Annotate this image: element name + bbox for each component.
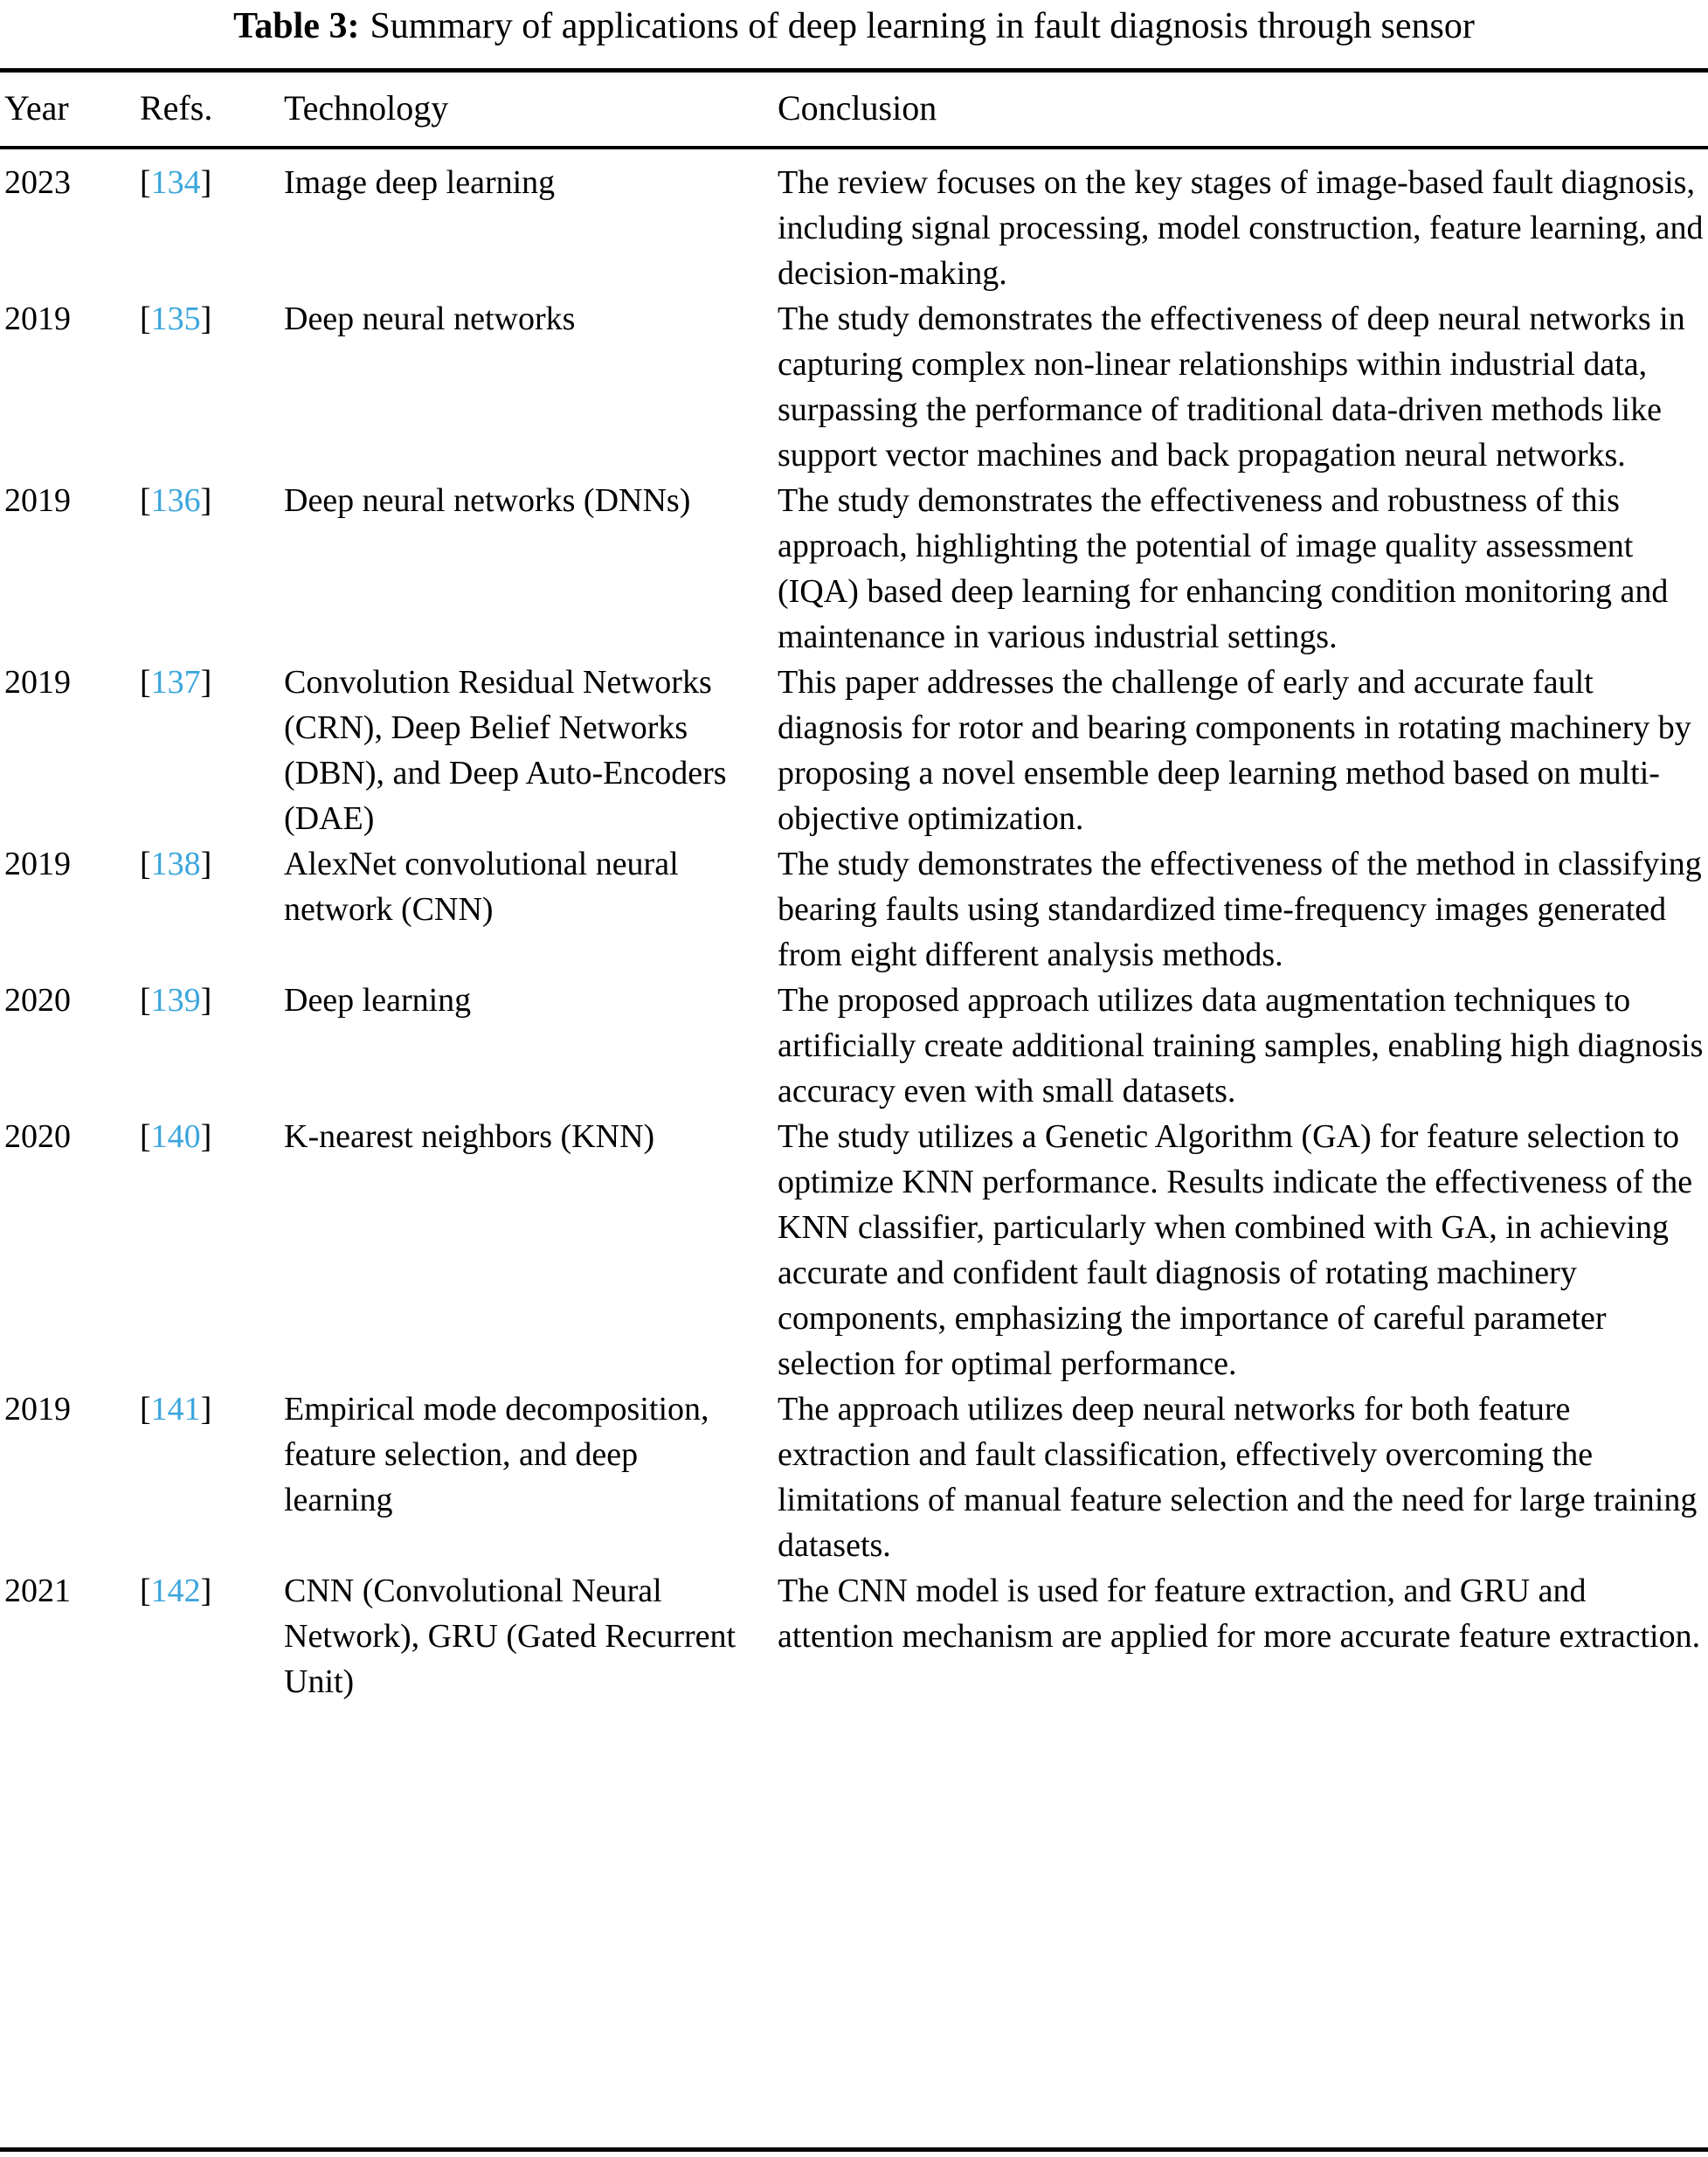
ref-open-bracket: [ [140, 1573, 151, 1609]
ref-citation-link[interactable]: 137 [150, 664, 201, 701]
ref-cell [140, 296, 284, 342]
ref-open-bracket: [ [140, 482, 151, 519]
ref-citation-link[interactable]: 142 [150, 1573, 201, 1609]
ref-close-bracket: ] [200, 664, 212, 701]
ref-open-bracket: [ [140, 301, 151, 337]
technology-cell: Convolution Residual Networks (CRN), Deep Belief Networks (DBN), and Deep Auto-Encoders (DAE) [284, 664, 727, 837]
ref-citation-link[interactable]: 134 [150, 164, 201, 201]
year-cell: 2023 [4, 164, 71, 201]
ref-open-bracket: [ [140, 664, 151, 701]
conclusion-cell: The review focuses on the key stages of image-based fault diagnosis, including signal processing, model construction, feature learning, and decision-making. [778, 164, 1704, 292]
table-row [0, 1114, 1708, 1386]
year-cell: 2019 [4, 301, 71, 337]
table-row [0, 478, 1708, 660]
ref-cell [140, 1114, 284, 1159]
ref-close-bracket: ] [200, 482, 212, 519]
year-cell: 2019 [4, 846, 71, 882]
conclusion-cell: The study demonstrates the effectiveness and robustness of this approach, highlighting the potential of image quality assessment (IQA) based deep learning for enhancing condition monitoring and maintenance in various industrial settings. [778, 482, 1669, 655]
year-cell: 2020 [4, 1118, 71, 1155]
table-row [0, 660, 1708, 841]
conclusion-cell: The proposed approach utilizes data augmentation techniques to artificially create additional training samples, enabling high diagnosis accuracy even with small datasets. [778, 982, 1704, 1110]
table-caption-label: Table 3: [233, 6, 360, 46]
ref-cell [140, 1568, 284, 1614]
ref-citation-link[interactable]: 140 [150, 1118, 201, 1155]
column-header-year: Year [4, 88, 69, 128]
conclusion-cell: The study demonstrates the effectiveness of the method in classifying bearing faults using standardized time-frequency images generated from eight different analysis methods. [778, 846, 1702, 973]
year-cell: 2021 [4, 1573, 71, 1609]
column-header-refs: Refs. [140, 88, 213, 128]
ref-close-bracket: ] [200, 1118, 212, 1155]
technology-cell: Deep learning [284, 982, 472, 1019]
ref-open-bracket: [ [140, 1391, 151, 1428]
conclusion-cell: The approach utilizes deep neural networks for both feature extraction and fault classification, effectively overcoming the limitations of manual feature selection and the need for large training datasets. [778, 1391, 1698, 1564]
ref-cell [140, 478, 284, 523]
year-cell: 2019 [4, 482, 71, 519]
year-cell: 2020 [4, 982, 71, 1019]
ref-close-bracket: ] [200, 1573, 212, 1609]
table-row [0, 841, 1708, 978]
technology-cell: Empirical mode decomposition, feature selection, and deep learning [284, 1391, 709, 1518]
ref-close-bracket: ] [200, 1391, 212, 1428]
technology-cell: AlexNet convolutional neural network (CNN) [284, 846, 679, 928]
technology-cell: CNN (Convolutional Neural Network), GRU (Gated Recurrent Unit) [284, 1573, 736, 1700]
table-row [0, 1386, 1708, 1568]
ref-open-bracket: [ [140, 164, 151, 201]
ref-open-bracket: [ [140, 982, 151, 1019]
table-row [0, 978, 1708, 1114]
table-row [0, 296, 1708, 478]
conclusion-cell: This paper addresses the challenge of early and accurate fault diagnosis for rotor and bearing components in rotating machinery by proposing a novel ensemble deep learning method based on multi-objective optimization. [778, 664, 1691, 837]
year-cell: 2019 [4, 664, 71, 701]
technology-cell: Image deep learning [284, 164, 556, 201]
table-row [0, 1568, 1708, 1704]
year-cell: 2019 [4, 1391, 71, 1428]
conclusion-cell: The study demonstrates the effectiveness of deep neural networks in capturing complex non-linear relationships within industrial data, surpassing the performance of traditional data-driven methods like support vector machines and back propagation neural networks. [778, 301, 1685, 474]
table-body [0, 149, 1708, 2152]
ref-cell [140, 660, 284, 705]
table-row [0, 160, 1708, 296]
ref-open-bracket: [ [140, 1118, 151, 1155]
column-header-conclusion: Conclusion [778, 88, 937, 128]
table-caption-text: Summary of applications of deep learning in fault diagnosis through sensor [370, 6, 1475, 46]
ref-cell [140, 978, 284, 1023]
ref-cell [140, 160, 284, 205]
technology-cell: Deep neural networks [284, 301, 576, 337]
ref-open-bracket: [ [140, 846, 151, 882]
conclusion-cell: The study utilizes a Genetic Algorithm (GA) for feature selection to optimize KNN performance. Results indicate the effectiveness of the KNN classifier, particularly when combined with GA, in achieving accurate and confident fault diagnosis of rotating machinery components, emphasizing the importance of careful parameter selection for optimal performance. [778, 1118, 1693, 1382]
table-header-row [0, 68, 1708, 149]
ref-citation-link[interactable]: 141 [150, 1391, 201, 1428]
ref-cell [140, 841, 284, 887]
technology-cell: Deep neural networks (DNNs) [284, 482, 691, 519]
ref-citation-link[interactable]: 135 [150, 301, 201, 337]
conclusion-cell: The CNN model is used for feature extraction, and GRU and attention mechanism are applied for more accurate feature extraction. [778, 1573, 1701, 1655]
ref-citation-link[interactable]: 136 [150, 482, 201, 519]
ref-cell [140, 1386, 284, 1432]
ref-close-bracket: ] [200, 164, 212, 201]
ref-citation-link[interactable]: 139 [150, 982, 201, 1019]
ref-citation-link[interactable]: 138 [150, 846, 201, 882]
table-caption [0, 0, 1708, 68]
column-header-technology: Technology [284, 88, 449, 128]
ref-close-bracket: ] [200, 846, 212, 882]
technology-cell: K-nearest neighbors (KNN) [284, 1118, 655, 1155]
ref-close-bracket: ] [200, 301, 212, 337]
ref-close-bracket: ] [200, 982, 212, 1019]
